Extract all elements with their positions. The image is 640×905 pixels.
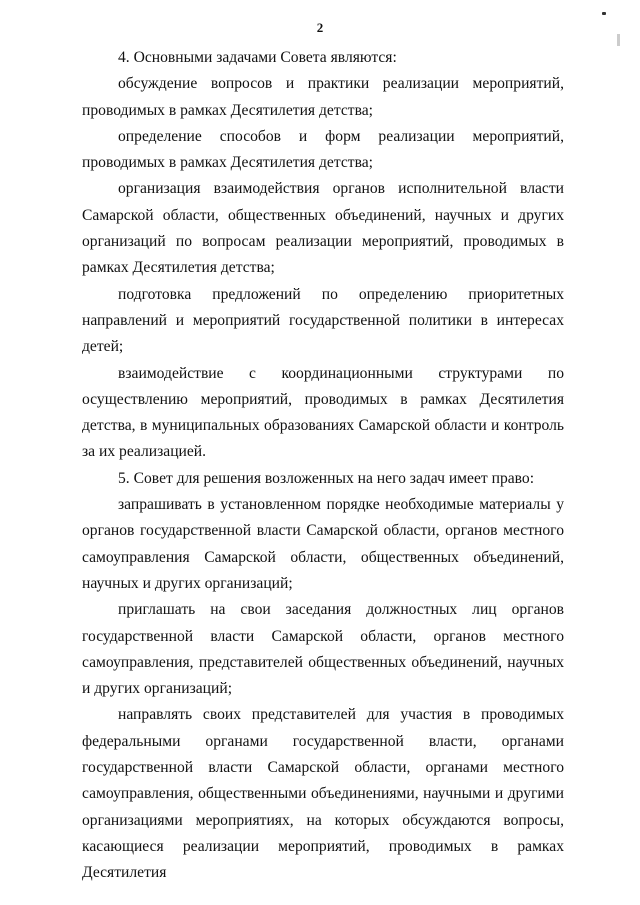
page-number: 2 [316, 20, 324, 35]
section-5-heading: 5. Совет для решения возложенных на него задач имеет право: [118, 469, 535, 487]
task-interaction: организация взаимодействия органов исполнительной власти Самарской области, общественных объединений, научных и других организаций по вопросам реализации мероприятий, проводимых в рамках Десятилетия детства; [82, 180, 564, 277]
task-coordination: взаимодействие с координационными структурами по осуществлению мероприятий, проводимых в рамках Десятилетия детства, в муниципальных образованиях Самарской области и контроль за их реализацией. [82, 364, 564, 461]
scan-mark [602, 12, 606, 15]
task-proposals: подготовка предложений по определению приоритетных направлений и мероприятий государственной политики в интересах детей; [82, 285, 564, 356]
right-request-materials: запрашивать в установленном порядке необходимые материалы у органов государственной власти Самарской области, органов местного самоуправления Самарской области, общественных объединений, научных и других организаций; [82, 496, 564, 592]
task-discussion: обсуждение вопросов и практики реализации мероприятий, проводимых в рамках Десятилетия детства; [82, 75, 564, 119]
right-send-representatives: направлять своих представителей для участия в проводимых федеральными органами государственной власти, органами государственной власти Самарской области, органами местного самоуправления, общественными объединениями, научными и другими организациями мероприятиях, на которых обсуждаются вопросы, касающиеся реализации мероприятий, проводимых в рамках Десятилетия [82, 706, 564, 882]
document-body [82, 45, 564, 887]
task-methods: определение способов и форм реализации мероприятий, проводимых в рамках Десятилетия детства; [82, 127, 564, 172]
section-4-heading: 4. Основными задачами Совета являются: [118, 49, 397, 66]
right-invite-officials: приглашать на свои заседания должностных лиц органов государственной власти Самарской области, органов местного самоуправления, представителей общественных объединений, научных и других организаций; [82, 601, 564, 698]
